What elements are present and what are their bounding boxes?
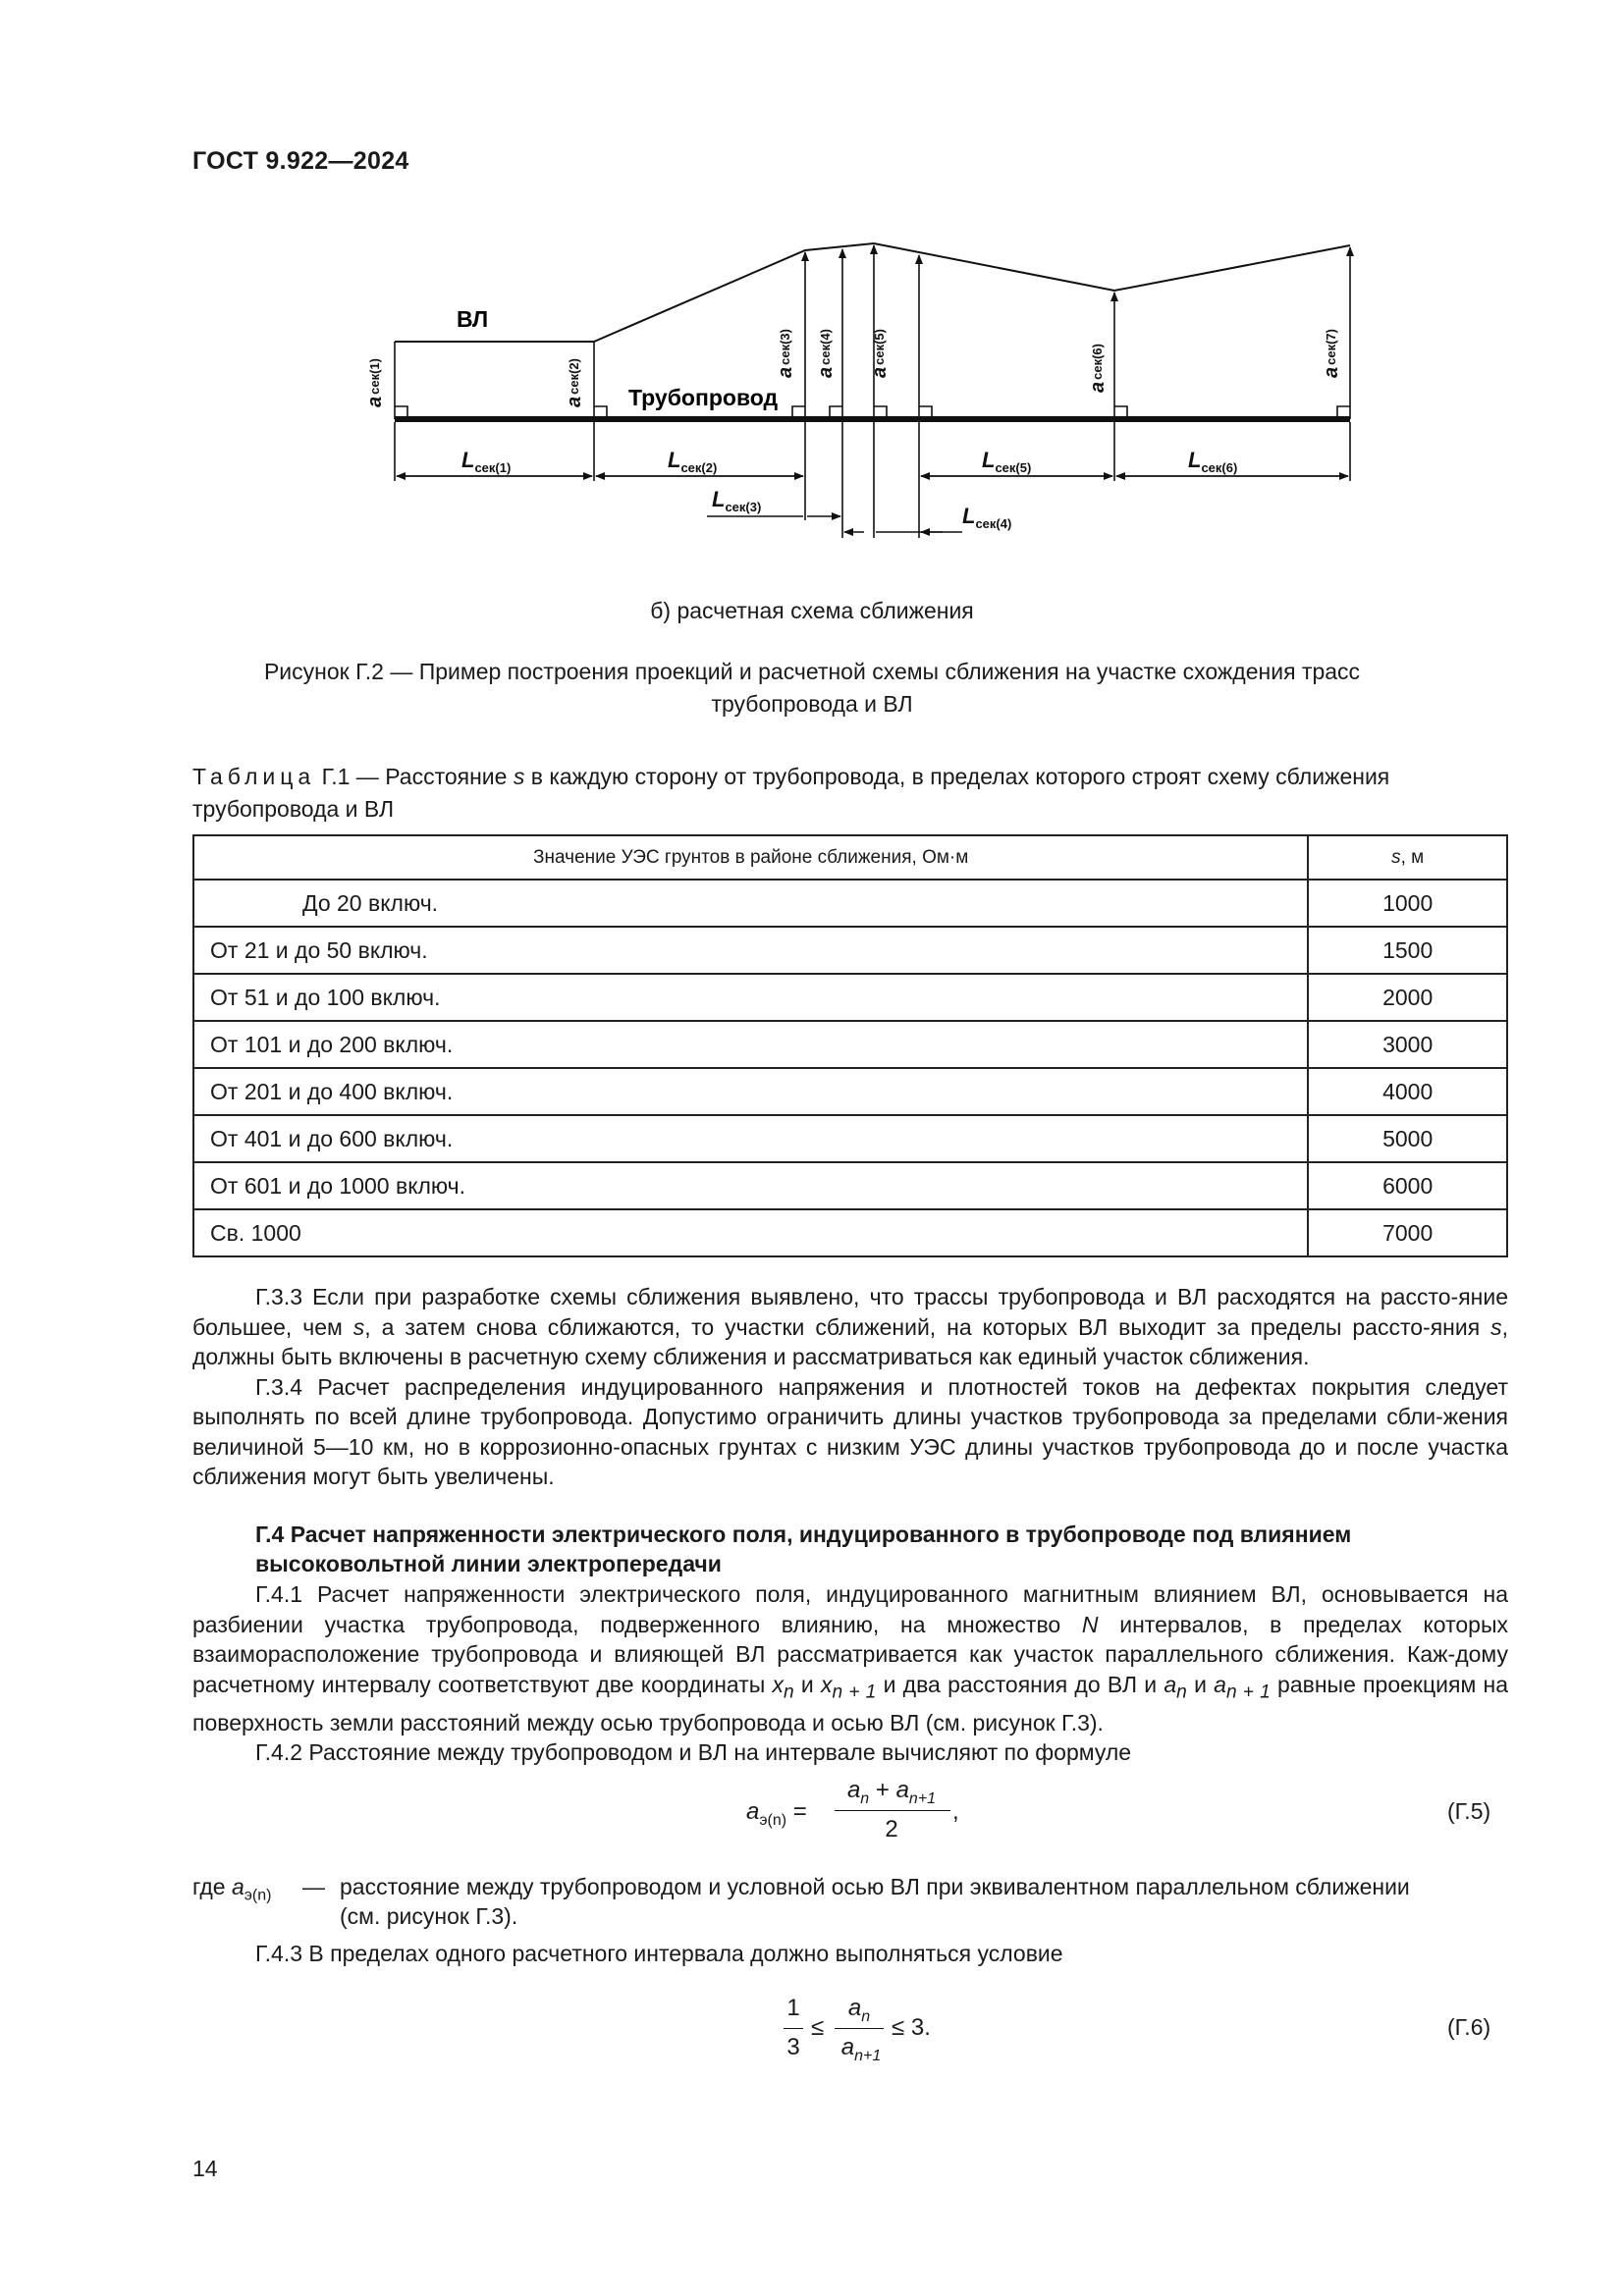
- paragraph-g34: Г.3.4 Расчет распределения индуцированного напряжения и плотностей токов на дефектах покрытия следует выполнять по всей длине трубопровода. Допустимо ограничить длины участков трубопровода за пределами сбли-жения величиной 5—10 км, но в коррозионно-опасных грунтах с низким УЭС длины участков трубопровода до и после участка сближения могут быть увеличены.: [192, 1373, 1508, 1489]
- table-row: От 51 и до 100 включ. 2000: [193, 974, 1507, 1021]
- table-row: От 601 и до 1000 включ. 6000: [193, 1162, 1507, 1209]
- section-g4-paragraphs: [192, 1579, 1508, 1768]
- figure-subcaption: б) расчетная схема сближения: [650, 598, 974, 623]
- document-header: ГОСТ 9.922—2024: [192, 147, 409, 175]
- paragraph-g43: Г.4.3 В пределах одного расчетного интервала должно выполняться условие: [255, 1941, 1063, 1966]
- l-sek2-label: $L_{сек(2)}$: [668, 448, 718, 475]
- a-sek3-label: aсек(3): [775, 329, 796, 378]
- formula-g6: 1 3 ≤ $a_n$ $a_{n+1}$ ≤ 3.: [782, 1993, 958, 2071]
- l-sek5-label: $L_{сек(5)}$: [982, 448, 1032, 475]
- page-number: 14: [192, 2156, 218, 2181]
- formula-g5-number: (Г.5): [1447, 1798, 1491, 1824]
- table-row: От 101 и до 200 включ. 3000: [193, 1021, 1507, 1068]
- pipeline-label: Трубопровод: [628, 385, 779, 410]
- vl-label: ВЛ: [457, 306, 489, 332]
- a-sek5-label: aсек(5): [869, 329, 891, 378]
- a-sek1-label: aсек(1): [364, 358, 386, 407]
- power-line-profile: [395, 243, 1350, 342]
- approach-scheme-figure: [334, 226, 1375, 550]
- table-row: От 201 и до 400 включ. 4000: [193, 1068, 1507, 1115]
- a-sek2-label: aсек(2): [564, 358, 585, 407]
- paragraph-g43-wrap: [192, 1939, 1508, 1969]
- figure-caption: Рисунок Г.2 — Пример построения проекций и расчетной схемы сближения на участке схождения трасс трубопровода и ВЛ: [263, 659, 1361, 717]
- table-row: До 20 включ. 1000: [193, 880, 1507, 927]
- l-sek6-label: $L_{сек(6)}$: [1188, 448, 1238, 475]
- col-header-s: s, м: [1308, 835, 1507, 880]
- table-row: От 21 и до 50 включ. 1500: [193, 927, 1507, 974]
- a-sek6-label: aсек(6): [1087, 344, 1109, 393]
- formula-g6-number: (Г.6): [1447, 2014, 1491, 2040]
- table-row: От 401 и до 600 включ. 5000: [193, 1115, 1507, 1162]
- l-sek4-label: $L_{сек(4)}$: [962, 504, 1012, 531]
- a-sek4-label: aсек(4): [815, 329, 837, 378]
- table-header-row: [193, 835, 1507, 880]
- section-heading-g4: Г.4 Расчет напряженности электрического поля, индуцированного в трубопроводе под влиянием высоковольтной линии электропередачи: [255, 1522, 1352, 1576]
- paragraph-g41: Г.4.1 Расчет напряженности электрического поля, индуцированного магнитным влиянием ВЛ, основывается на разбиении участка трубопровода, подверженного влиянию, на множество N интервалов, в пределах которых взаиморасположение трубопровода и влияющей ВЛ рассматривается как участок параллельного сближения. Каж-дому расчетному интервалу соответствуют две координаты $x_n$ и $x_{n + 1}$ и два расстояния до ВЛ и $a_n$ и $a_{n + 1}$ равные проекциям на поверхность земли расстояний между осью трубопровода и осью ВЛ (см. рисунок Г.3).: [192, 1581, 1509, 1735]
- table-row: Св. 1000 7000: [193, 1209, 1507, 1256]
- col-header-resistivity: Значение УЭС грунтов в районе сближения, Ом·м: [193, 835, 1308, 880]
- l-sek3-label: $L_{сек(3)}$: [712, 487, 762, 514]
- table-caption: Таблица Г.1 — Расстояние s в каждую сторону от трубопровода, в пределах которого строят схему сближения трубопровода и ВЛ: [192, 764, 1390, 822]
- paragraph-g42: Г.4.2 Расстояние между трубопроводом и ВЛ на интервале вычисляют по формуле: [255, 1739, 1132, 1766]
- paragraph-g33: Г.3.3 Если при разработке схемы сближения выявлено, что трассы трубопровода и ВЛ расходятся на рассто-яние большее, чем s, а затем снова сближаются, то участки сближений, на которых ВЛ выходит за пределы рассто-яния s, должны быть включены в расчетную схему сближения и рассматриваться как единый участок сближения.: [192, 1284, 1508, 1369]
- l-sek1-label: $L_{сек(1)}$: [461, 448, 512, 475]
- a-sek7-label: aсек(7): [1321, 329, 1342, 378]
- section-g3-paragraphs: [192, 1282, 1508, 1492]
- formula-g5: $a_{э(n)}$ = $a_n + a_{n+1}$ 2 ,: [746, 1777, 959, 1842]
- resistivity-distance-table: [192, 834, 1508, 1257]
